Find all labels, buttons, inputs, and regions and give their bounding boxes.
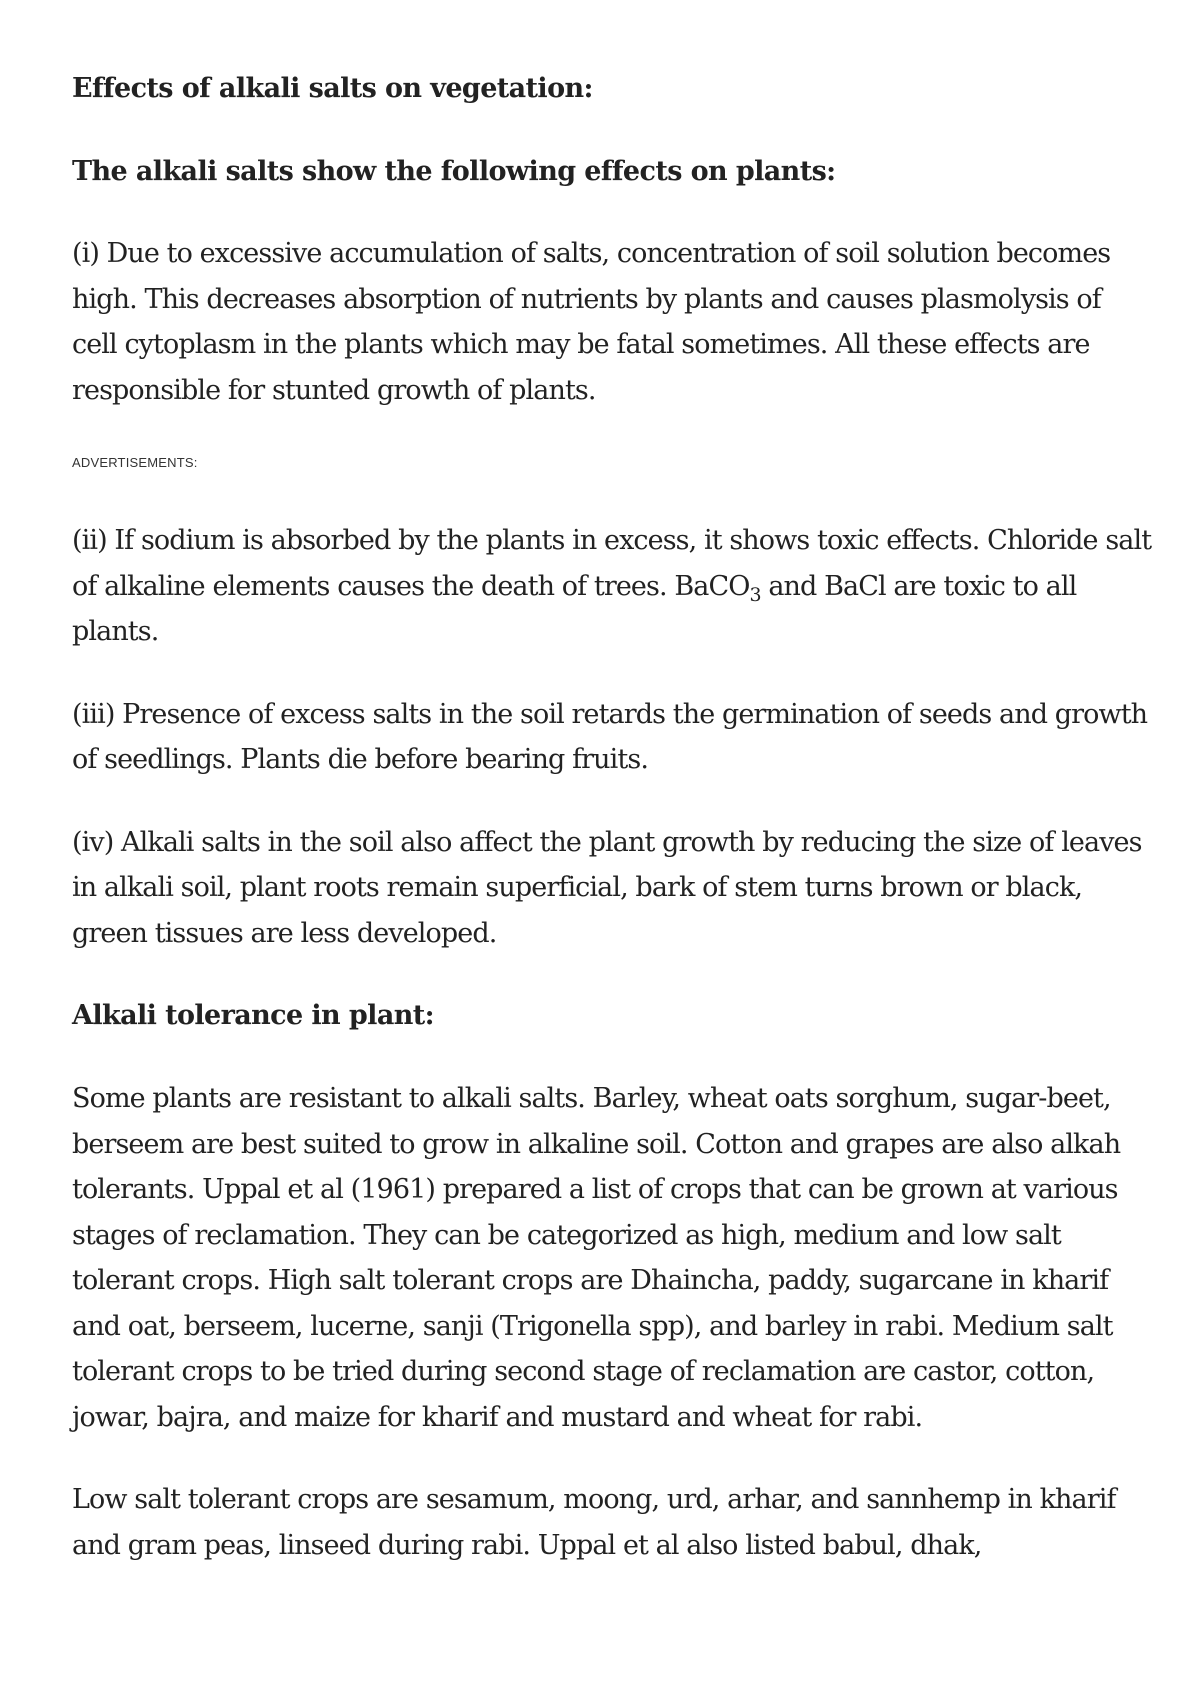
paragraph-effect-ii-text-end: and BaCl are toxic to all plants. xyxy=(72,570,1077,647)
subscript-three: 3 xyxy=(749,583,761,606)
paragraph-effect-ii xyxy=(72,518,1152,655)
paragraph-effect-iv: (iv) Alkali salts in the soil also affect the plant growth by reducing the size of leaves in alkali soil, plant roots remain superficial, bark of stem turns brown or black, green tissues are less developed. xyxy=(72,826,1142,949)
section-heading-effects: Effects of alkali salts on vegetation: xyxy=(72,73,593,104)
paragraph-effect-iii: (iii) Presence of excess salts in the soil retards the germination of seeds and growth of seedlings. Plants die before bearing fruits. xyxy=(72,698,1148,775)
advertisements-label: ADVERTISEMENTS: xyxy=(72,455,198,470)
paragraph-low-salt-tolerant: Low salt tolerant crops are sesamum, moong, urd, arhar, and sannhemp in kharif and gram peas, linseed during rabi. Uppal et al also listed babul, dhak, xyxy=(72,1484,1116,1561)
paragraph-alkali-tolerance: Some plants are resistant to alkali salts. Barley, wheat oats sorghum, sugar-beet, berseem are best suited to grow in alkaline soil. Cotton and grapes are also alkah tolerants. Uppal et al (1961) prepared a list of crops that can be grown at various stages of reclamation. They can be categorized as high, medium and low salt tolerant crops. High salt tolerant crops are Dhaincha, paddy, sugarcane in kharif and oat, berseem, lucerne, sanji (Trigonella spp), and barley in rabi. Medium salt tolerant crops to be tried during second stage of reclamation are castor, cotton, jowar, bajra, and maize for kharif and mustard and wheat for rabi. xyxy=(72,1083,1121,1433)
article-body xyxy=(72,66,1152,1568)
paragraph-effect-ii-text-start: (ii) If sodium is absorbed by the plants in excess, it shows toxic effects. Chloride salt of alkaline elements causes the death of trees. BaCO xyxy=(72,525,1152,602)
section-heading-alkali-tolerance: Alkali tolerance in plant: xyxy=(72,1000,434,1031)
section-heading-effects-list: The alkali salts show the following effects on plants: xyxy=(72,156,836,187)
paragraph-effect-i: (i) Due to excessive accumulation of salts, concentration of soil solution becomes high. This decreases absorption of nutrients by plants and causes plasmolysis of cell cytoplasm in the plants which may be fatal sometimes. All these effects are responsible for stunted growth of plants. xyxy=(72,238,1111,406)
